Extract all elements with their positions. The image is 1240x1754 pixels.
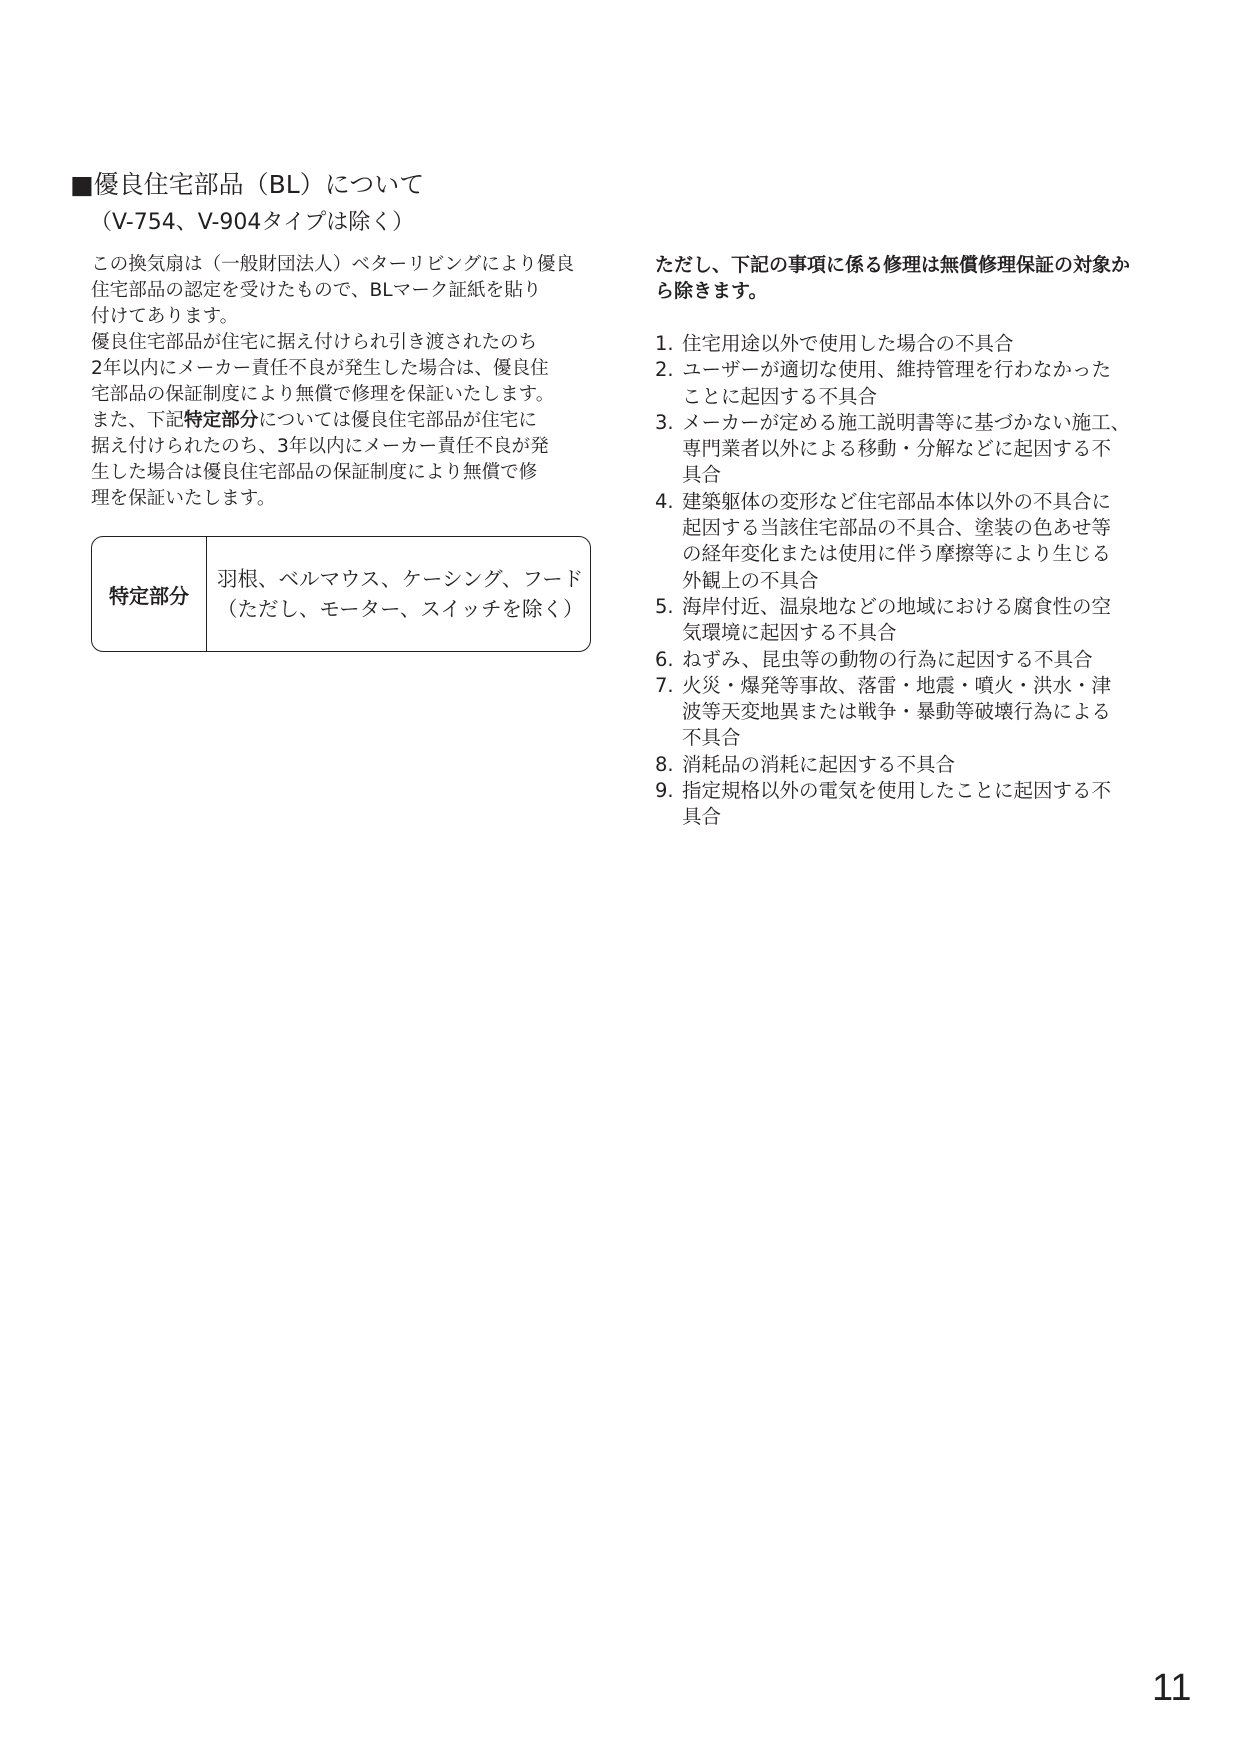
- list-item-number: 6.: [655, 647, 674, 671]
- list-item-number: 9.: [655, 779, 674, 803]
- list-item: [655, 594, 1175, 647]
- text-line: 気環境に起因する不具合: [682, 621, 897, 645]
- page-number: 11: [1152, 1667, 1192, 1709]
- text-line: 具合: [682, 805, 722, 829]
- text-line: ことに起因する不具合: [682, 384, 878, 408]
- list-item-number: 8.: [655, 752, 674, 776]
- text-line: 生した場合は優良住宅部品の保証制度により無償で修: [91, 462, 538, 483]
- text-line: 火災・爆発等事故、落雷・地震・噴火・洪水・津: [682, 673, 1112, 697]
- list-item-text: [682, 357, 1175, 410]
- text-line: 据え付けられたのち、3年以内にメーカー責任不良が発: [91, 436, 549, 457]
- list-item-number: 1.: [655, 332, 674, 355]
- list-item-text: [682, 778, 1175, 831]
- list-item-text: [682, 594, 1175, 647]
- specific-parts-header: 特定部分: [92, 537, 207, 651]
- text-line: 理を保証いたします。: [91, 488, 276, 509]
- section-subheading: （V-754、V-904タイプは除く）: [90, 210, 415, 235]
- specific-parts-table: [91, 536, 591, 652]
- text-line: ねずみ、昆虫等の動物の行為に起因する不具合: [682, 647, 1093, 671]
- bl-description: [91, 252, 601, 512]
- text-line: 具合: [682, 463, 722, 487]
- specific-parts-line-1: 羽根、ベルマウス、ケーシング、フード: [217, 567, 584, 591]
- text-line: 起因する当該住宅部品の不具合、塗装の色あせ等: [682, 516, 1112, 540]
- exclusions-intro: [655, 252, 1165, 304]
- text-line: ら除きます。: [655, 280, 768, 302]
- list-item-text: [682, 410, 1175, 489]
- text-line: 優良住宅部品が住宅に据え付けられ引き渡されたのち: [91, 332, 538, 353]
- list-item-text: [682, 647, 1175, 673]
- list-item: [655, 489, 1175, 594]
- list-item: [655, 647, 1175, 673]
- text-line: この換気扇は（一般財団法人）ベターリビングにより優良: [91, 254, 575, 275]
- text-line: ただし、下記の事項に係る修理は無償修理保証の対象か: [655, 254, 1131, 276]
- list-item: [655, 331, 1175, 357]
- list-item-number: 4.: [655, 489, 674, 513]
- list-item: [655, 410, 1175, 489]
- list-item-text: [682, 752, 1175, 778]
- text-line: 住宅用途以外で使用した場合の不具合: [682, 332, 1014, 355]
- section-heading: ■優良住宅部品（BL）について: [70, 170, 425, 199]
- text-fragment: また、下記: [91, 410, 184, 431]
- list-item: [655, 357, 1175, 410]
- text-line: 専門業者以外による移動・分解などに起因する不: [682, 437, 1112, 461]
- list-item: [655, 778, 1175, 831]
- text-line: 消耗品の消耗に起因する不具合: [682, 752, 956, 776]
- list-item-text: [682, 331, 1175, 357]
- text-line: 付けてあります。: [91, 306, 239, 327]
- bl-paragraph-2: [91, 330, 601, 408]
- text-line: 2年以内にメーカー責任不良が発生した場合は、優良住: [91, 358, 549, 379]
- exclusions-list: [655, 331, 1175, 831]
- text-line: ユーザーが適切な使用、維持管理を行わなかった: [682, 358, 1112, 382]
- bl-paragraph-1: [91, 252, 601, 330]
- bold-term: 特定部分: [183, 410, 259, 431]
- list-item-number: 5.: [655, 594, 674, 618]
- list-item-number: 3.: [655, 410, 674, 434]
- list-item-text: [682, 673, 1175, 752]
- text-fragment: については優良住宅部品が住宅に: [258, 410, 537, 431]
- text-line: 指定規格以外の電気を使用したことに起因する不: [682, 779, 1112, 803]
- specific-parts-line-2: （ただし、モーター、スイッチを除く）: [217, 597, 584, 621]
- text-line: 住宅部品の認定を受けたもので、BLマーク証紙を貼り: [91, 280, 542, 301]
- specific-parts-content: [207, 537, 590, 651]
- text-line: 波等天変地異または戦争・暴動等破壊行為による: [682, 700, 1112, 724]
- bl-paragraph-3: [91, 408, 601, 512]
- text-line: 不具合: [682, 726, 741, 750]
- text-line: 宅部品の保証制度により無償で修理を保証いたします。: [91, 384, 555, 405]
- text-line: 海岸付近、温泉地などの地域における腐食性の空: [682, 594, 1112, 618]
- list-item-number: 7.: [655, 673, 674, 697]
- list-item-text: [682, 489, 1175, 594]
- text-line: 外観上の不具合: [682, 568, 819, 592]
- text-line: メーカーが定める施工説明書等に基づかない施工、: [682, 410, 1131, 434]
- list-item: [655, 673, 1175, 752]
- text-line: の経年変化または使用に伴う摩擦等により生じる: [682, 542, 1112, 566]
- text-line: 建築躯体の変形など住宅部品本体以外の不具合に: [682, 489, 1112, 513]
- list-item: [655, 752, 1175, 778]
- list-item-number: 2.: [655, 358, 674, 382]
